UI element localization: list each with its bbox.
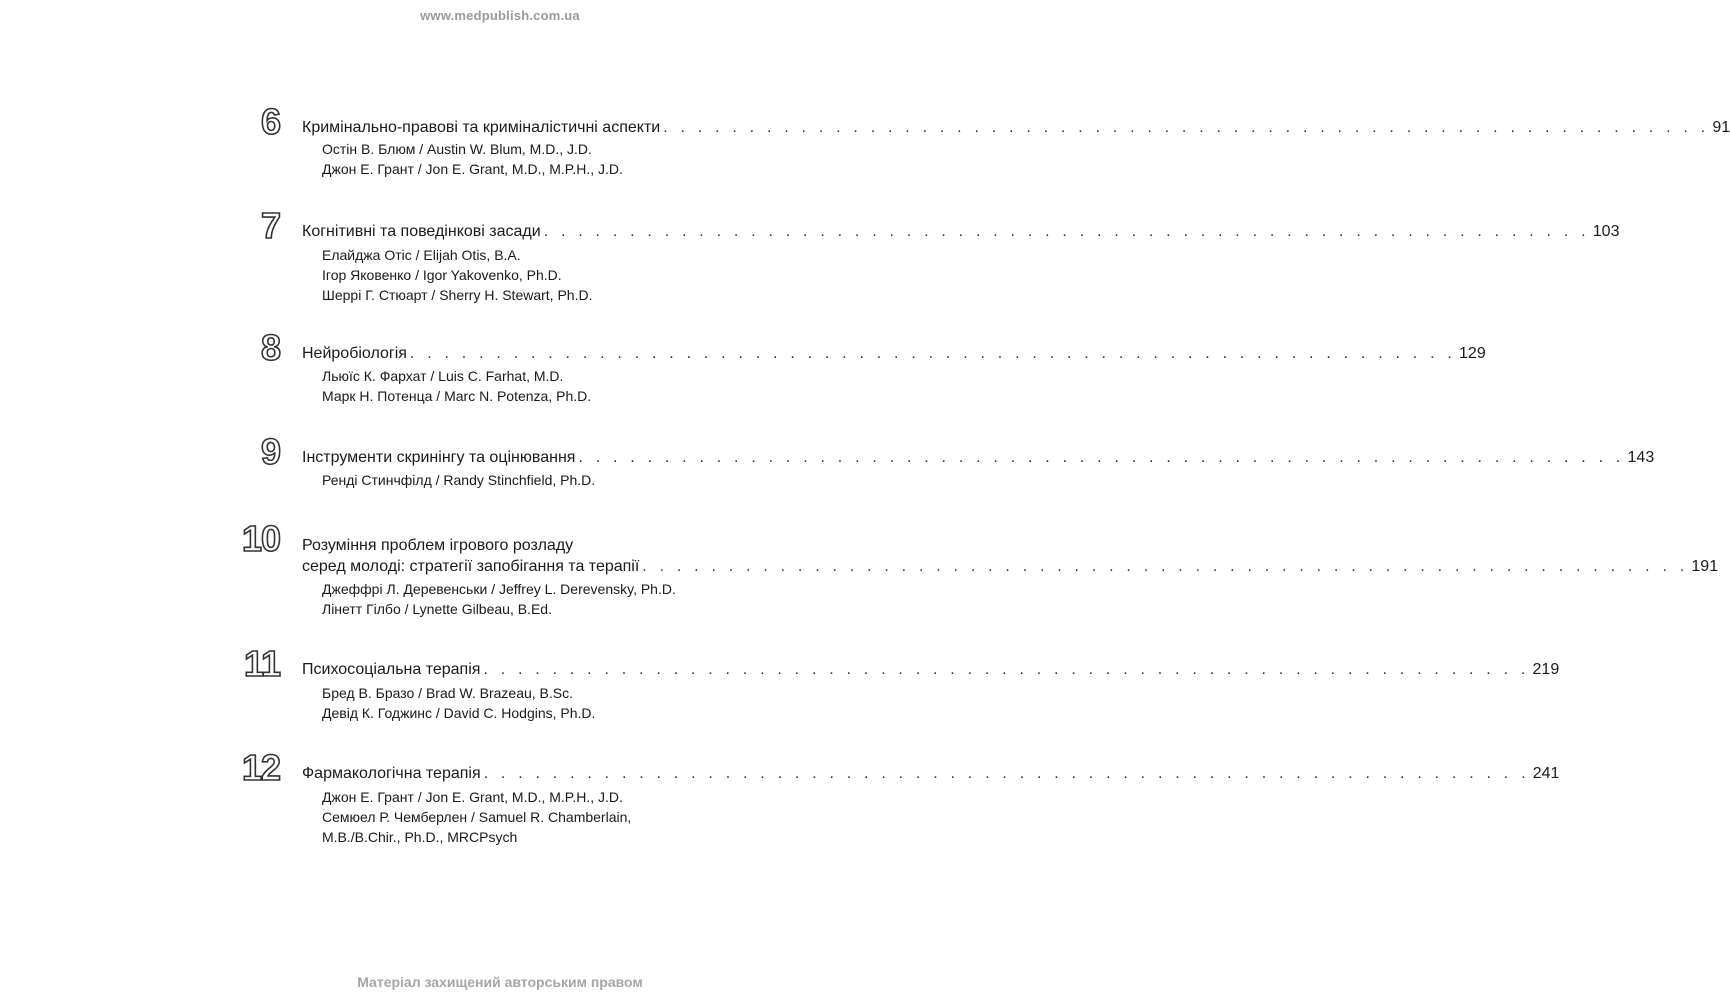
chapter-number: 11: [243, 643, 280, 684]
author: Марк Н. Потенца / Marc N. Potenza, Ph.D.: [322, 388, 592, 404]
dot-leader: . . . . . . . . . . . . . . . . . . . . . . . . . . . . . . . . . . . . . . . . . . . . . . . . . . . . . . . . . . . . .: [663, 119, 1710, 136]
copyright-notice: Матеріал захищений авторським правом: [357, 974, 643, 990]
chapter-title: Психосоціальна терапія: [302, 661, 481, 678]
page-number: 219: [1532, 661, 1560, 678]
page-number: 143: [1627, 449, 1655, 466]
chapter-number: 8: [260, 327, 280, 368]
chapter-title: Фармакологічна терапія: [302, 765, 481, 782]
author-list: [322, 366, 591, 406]
toc-line[interactable]: [302, 344, 1486, 364]
chapter-title-line-1: Розуміння проблем ігрового розладу: [302, 537, 574, 554]
page-number: 241: [1532, 765, 1560, 782]
author: Джон Е. Грант / Jon E. Grant, M.D., M.P.H., J.D.: [322, 161, 623, 177]
chapter-number: 6: [260, 101, 280, 142]
toc-line[interactable]: [302, 118, 1730, 138]
author: Джон Е. Грант / Jon E. Grant, M.D., M.P.H., J.D.: [322, 789, 623, 805]
author: Льюїс К. Фархат / Luis C. Farhat, M.D.: [322, 368, 564, 384]
author-list: [322, 139, 623, 179]
dot-leader: . . . . . . . . . . . . . . . . . . . . . . . . . . . . . . . . . . . . . . . . . . . . . . . . . . . . . . . . . . . . .: [642, 558, 1689, 575]
chapter-title: Інструменти скринінгу та оцінювання: [302, 449, 576, 466]
author-list: [322, 683, 595, 723]
page-number: 91: [1712, 119, 1730, 136]
toc-line[interactable]: [302, 764, 1560, 784]
toc-line[interactable]: [302, 222, 1620, 242]
chapter-title: Когнітивні та поведінкові засади: [302, 223, 541, 240]
dot-leader: . . . . . . . . . . . . . . . . . . . . . . . . . . . . . . . . . . . . . . . . . . . . . . . . . . . . . . . . . . . . .: [483, 661, 1530, 678]
author: Ренді Стинчфілд / Randy Stinchfield, Ph.D.: [322, 472, 596, 488]
author: Остін В. Блюм / Austin W. Blum, M.D., J.D.: [322, 141, 592, 157]
author-list: [322, 787, 631, 847]
author: Джеффрі Л. Деревенськи / Jeffrey L. Derevensky, Ph.D.: [322, 581, 676, 597]
author: Шеррі Г. Стюарт / Sherry H. Stewart, Ph.D.: [322, 287, 593, 303]
dot-leader: . . . . . . . . . . . . . . . . . . . . . . . . . . . . . . . . . . . . . . . . . . . . . . . . . . . . . . . . . . . . .: [409, 345, 1457, 362]
author-list: [322, 579, 676, 619]
chapter-title: Кримінально-правові та криміналістичні аспекти: [302, 119, 661, 136]
author: Ігор Яковенко / Igor Yakovenko, Ph.D.: [322, 267, 562, 283]
page-number: 191: [1691, 558, 1719, 575]
chapter-title: Нейробіологія: [302, 345, 407, 362]
dot-leader: . . . . . . . . . . . . . . . . . . . . . . . . . . . . . . . . . . . . . . . . . . . . . . . . . . . . . . . . . . . . .: [483, 765, 1530, 782]
chapter-number: 9: [260, 431, 280, 472]
author-list: [322, 470, 595, 490]
author: Девід К. Годжинс / David C. Hodgins, Ph.D.: [322, 705, 596, 721]
toc-line[interactable]: [302, 448, 1655, 468]
page-number: 103: [1592, 223, 1620, 240]
toc-line[interactable]: [302, 557, 1719, 577]
author: Елайджа Отіс / Elijah Otis, B.A.: [322, 247, 521, 263]
author-list: [322, 245, 592, 305]
dot-leader: . . . . . . . . . . . . . . . . . . . . . . . . . . . . . . . . . . . . . . . . . . . . . . . . . . . . . . . . . . . . .: [578, 449, 1625, 466]
chapter-number: 12: [241, 747, 280, 788]
author: Лінетт Гілбо / Lynette Gilbeau, B.Ed.: [322, 601, 552, 617]
author: Семюел Р. Чемберлен / Samuel R. Chamberlain,: [322, 809, 632, 825]
page-number: 129: [1459, 345, 1486, 362]
author: Бред В. Бразо / Brad W. Brazeau, B.Sc.: [322, 685, 574, 701]
author: M.B./B.Chir., Ph.D., MRCPsych: [322, 829, 518, 845]
chapter-title: серед молоді: стратегії запобігання та терапії: [302, 558, 640, 575]
dot-leader: . . . . . . . . . . . . . . . . . . . . . . . . . . . . . . . . . . . . . . . . . . . . . . . . . . . . . . . . . . . . .: [543, 223, 1590, 240]
chapter-number: 10: [241, 518, 280, 559]
toc-line[interactable]: [302, 660, 1560, 680]
chapter-number: 7: [260, 205, 280, 246]
site-url: www.medpublish.com.ua: [420, 8, 580, 23]
